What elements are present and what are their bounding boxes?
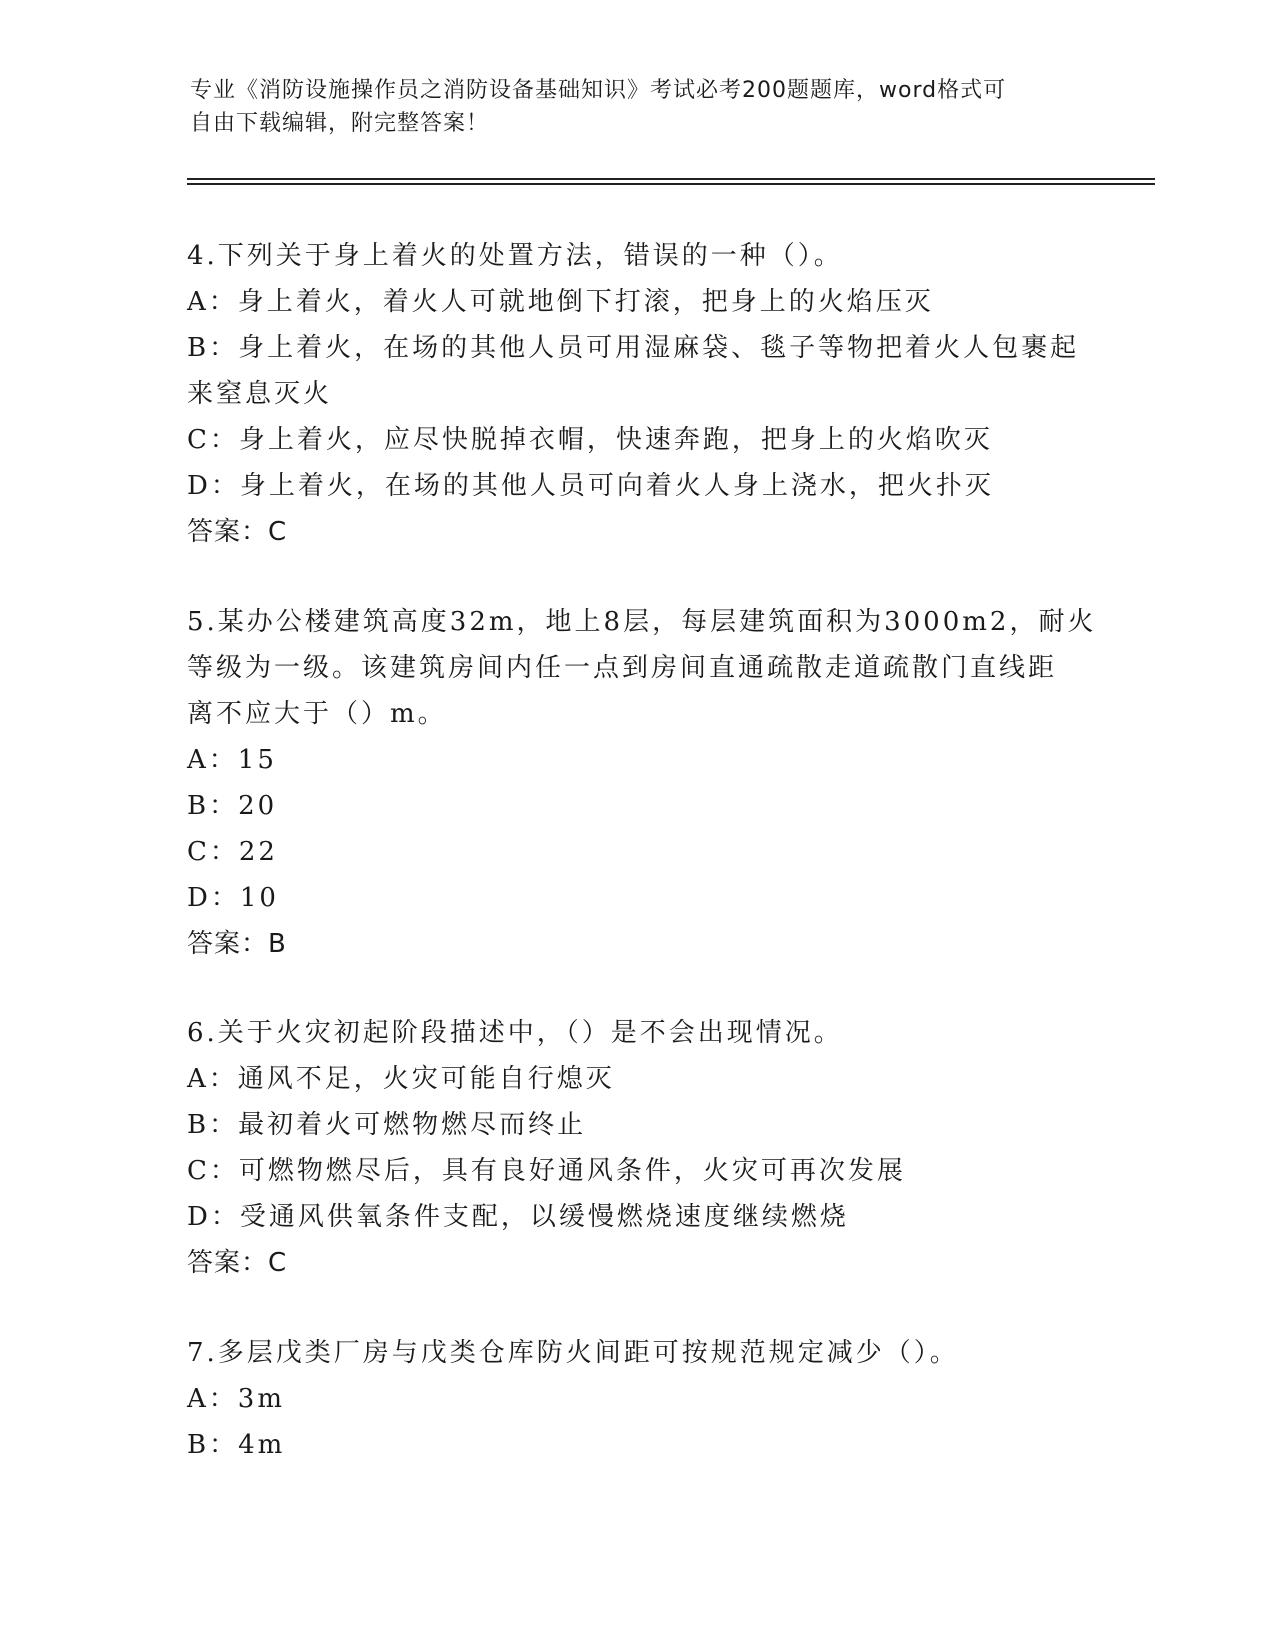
question-stem: 4.下列关于身上着火的处置方法，错误的一种（）。 xyxy=(187,241,843,271)
question-stem: 离不应大于（）m。 xyxy=(187,699,447,729)
option-d: D：受通风供氧条件支配，以缓慢燃烧速度继续燃烧 xyxy=(187,1202,849,1232)
header-divider xyxy=(187,183,1155,185)
option-a: A：15 xyxy=(187,745,277,775)
answer-label: 答案：C xyxy=(187,1248,288,1278)
document-header xyxy=(190,74,1090,140)
option-c: C：22 xyxy=(187,837,278,867)
question-stem: 5.某办公楼建筑高度32m，地上8层，每层建筑面积为3000m2，耐火 xyxy=(187,607,1097,637)
question-block xyxy=(187,1010,1087,1286)
option-b-continued: 来窒息灭火 xyxy=(187,379,333,409)
option-b: B：身上着火，在场的其他人员可用湿麻袋、毯子等物把着火人包裹起 xyxy=(187,333,1080,363)
option-a: A：3m xyxy=(187,1384,285,1414)
option-a: A：身上着火，着火人可就地倒下打滚，把身上的火焰压灭 xyxy=(187,287,934,317)
option-b: B：最初着火可燃物燃尽而终止 xyxy=(187,1110,587,1140)
question-block xyxy=(187,233,1087,555)
answer-label: 答案：B xyxy=(187,929,287,959)
option-d: D：10 xyxy=(187,883,279,913)
option-d: D：身上着火，在场的其他人员可向着火人身上浇水，把火扑灭 xyxy=(187,471,994,501)
question-stem: 6.关于火灾初起阶段描述中，（）是不会出现情况。 xyxy=(187,1018,843,1048)
question-stem: 等级为一级。该建筑房间内任一点到房间直通疏散走道疏散门直线距 xyxy=(187,653,1058,683)
option-a: A：通风不足，火灾可能自行熄灭 xyxy=(187,1064,615,1094)
header-line: 自由下载编辑，附完整答案！ xyxy=(190,111,490,136)
option-c: C：可燃物燃尽后，具有良好通风条件，火灾可再次发展 xyxy=(187,1156,906,1186)
answer-label: 答案：C xyxy=(187,517,288,547)
question-stem: 7.多层戊类厂房与戊类仓库防火间距可按规范规定减少（）。 xyxy=(187,1338,959,1368)
header-divider xyxy=(187,178,1155,180)
question-block xyxy=(187,1330,1087,1468)
option-c: C：身上着火，应尽快脱掉衣帽，快速奔跑，把身上的火焰吹灭 xyxy=(187,425,993,455)
header-line: 专业《消防设施操作员之消防设备基础知识》考试必考200题题库，word格式可 xyxy=(190,78,1007,103)
question-block xyxy=(187,599,1097,967)
option-b: B：4m xyxy=(187,1430,286,1460)
option-b: B：20 xyxy=(187,791,278,821)
